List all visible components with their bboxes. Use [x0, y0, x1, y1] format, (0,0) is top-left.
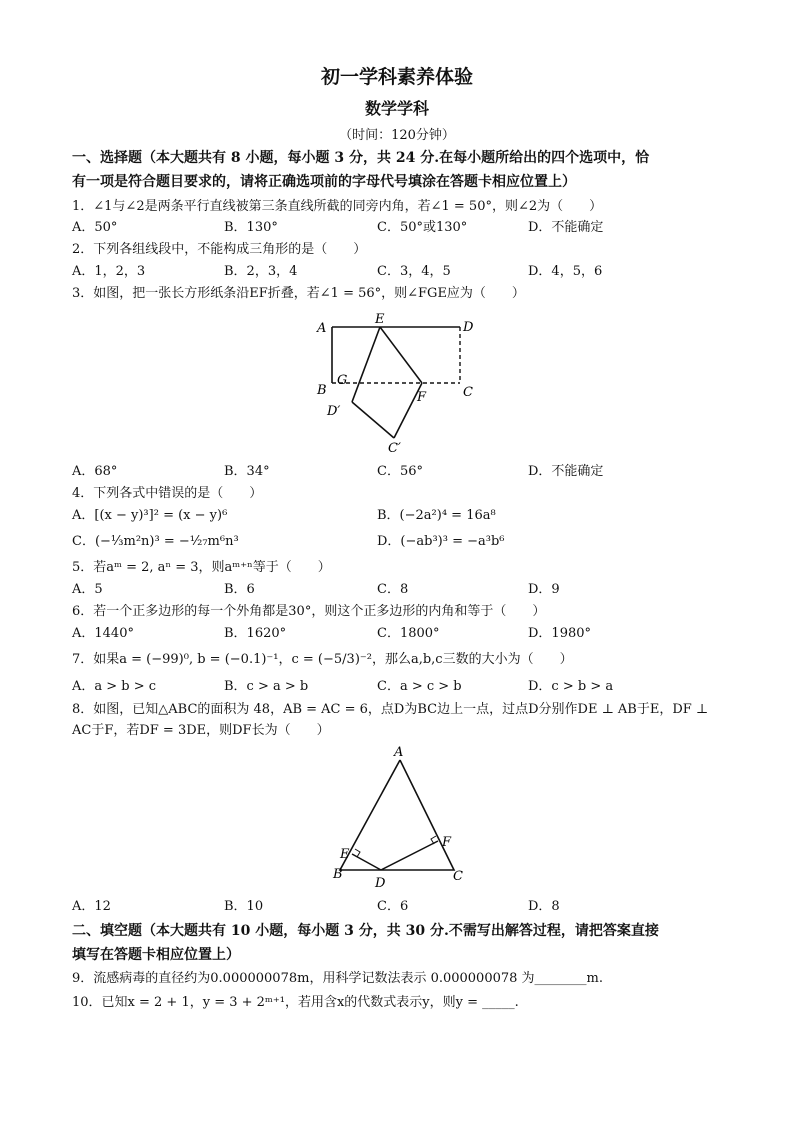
section2-heading-line2: 填写在答题卡相应位置上）: [72, 947, 240, 963]
question-5-option-c: C．8: [377, 582, 409, 597]
question-1-option-b: B．130°: [224, 220, 278, 235]
question-6-option-c: C．1800°: [377, 626, 440, 641]
question-3-option-a: A．68°: [72, 464, 118, 479]
question-2-option-c: C．3，4，5: [377, 264, 451, 279]
fill-question-10: 10．已知x = 2 + 1，y = 3 + 2ᵐ⁺¹，若用含x的代数式表示y，则y = _____.: [72, 995, 519, 1010]
question-1-option-c: C．50°或130°: [377, 220, 468, 235]
question-7-option-d: D．c > b > a: [528, 679, 614, 694]
fill-question-9: 9．流感病毒的直径约为0.000000078m，用科学记数法表示 0.000000078 为________m.: [72, 971, 604, 986]
question-7-option-b: B．c > a > b: [224, 679, 309, 694]
label-D-prime: D′: [327, 404, 341, 419]
question-5-option-a: A．5: [72, 582, 103, 597]
question-4-stem: 4．下列各式中错误的是（ ）: [72, 486, 263, 501]
question-8-option-a: A．12: [72, 899, 111, 914]
label-F: F: [442, 835, 452, 850]
folded-paper-figure: [310, 312, 490, 454]
question-6-stem: 6．若一个正多边形的每一个外角都是30°，则这个正多边形的内角和等于（ ）: [72, 604, 546, 619]
label-G: G: [337, 373, 348, 388]
label-B: B: [317, 383, 327, 398]
label-D: D: [463, 320, 474, 335]
question-7-stem: 7．如果a = (−99)⁰, b = (−0.1)⁻¹，c = (−5/3)⁻²，那么a,b,c三数的大小为（ ）: [72, 652, 573, 667]
question-4-option-b: B．(−2a²)⁴ = 16a⁸: [377, 508, 496, 523]
label-F: F: [417, 390, 427, 405]
label-A: A: [394, 746, 404, 760]
triangle-abc: [340, 760, 454, 870]
question-6-option-d: D．1980°: [528, 626, 592, 641]
question-8-stem-line1: 8．如图，已知△ABC的面积为 48，AB = AC = 6，点D为BC边上一点，过点D分别作DE ⊥ AB于E，DF ⊥: [72, 702, 709, 717]
section1-heading-line1: 一、选择题（本大题共有 8 小题，每小题 3 分，共 24 分.在每小题所给出的四个选项中，恰: [72, 150, 650, 166]
section1-heading-line2: 有一项是符合题目要求的，请将正确选项前的字母代号填涂在答题卡相应位置上）: [72, 174, 576, 190]
question-5-option-d: D．9: [528, 582, 560, 597]
label-C: C: [463, 385, 473, 400]
question-7-option-a: A．a > b > c: [72, 679, 157, 694]
question-4-option-a: A．[(x − y)³]² = (x − y)⁶: [72, 508, 228, 523]
question-3-option-b: B．34°: [224, 464, 270, 479]
question-5-stem: 5．若aᵐ = 2, aⁿ = 3，则aᵐ⁺ⁿ等于（ ）: [72, 560, 331, 575]
section2-heading-line1: 二、填空题（本大题共有 10 小题，每小题 3 分，共 30 分.不需写出解答过程，请把答案直接: [72, 923, 659, 939]
question-1-option-a: A．50°: [72, 220, 118, 235]
question-3-option-c: C．56°: [377, 464, 423, 479]
exam-time: （时间：120分钟）: [339, 128, 455, 143]
question-2-option-d: D．4，5，6: [528, 264, 603, 279]
question-6-option-a: A．1440°: [72, 626, 134, 641]
question-7-option-c: C．a > c > b: [377, 679, 462, 694]
triangle-abc-figure: [326, 746, 474, 892]
label-D: D: [375, 876, 386, 891]
segment-df: [381, 841, 438, 870]
question-1-option-d: D．不能确定: [528, 220, 604, 235]
question-8-stem-line2: AC于F，若DF = 3DE，则DF长为（ ）: [72, 723, 330, 738]
label-C-prime: C′: [388, 441, 401, 454]
fold-line-edprime: [352, 327, 380, 402]
question-4-option-c: C．(−⅓m²n)³ = −¹⁄₂₇m⁶n³: [72, 534, 239, 549]
label-E: E: [375, 312, 385, 327]
question-3-option-d: D．不能确定: [528, 464, 604, 479]
question-1-stem: 1．∠1与∠2是两条平行直线被第三条直线所截的同旁内角，若∠1 = 50°，则∠2为（ ）: [72, 199, 603, 214]
question-8-option-d: D．8: [528, 899, 560, 914]
label-C: C: [453, 869, 463, 884]
question-5-option-b: B．6: [224, 582, 255, 597]
question-8-option-b: B．10: [224, 899, 264, 914]
question-2-option-a: A．1，2，3: [72, 264, 146, 279]
page-title: 初一学科素养体验: [320, 66, 473, 88]
question-4-option-d: D．(−ab³)³ = −a³b⁶: [377, 534, 505, 549]
label-A: A: [317, 321, 327, 336]
label-E: E: [340, 847, 350, 862]
fold-line-ef: [380, 327, 422, 383]
page-subtitle: 数学学科: [364, 99, 429, 118]
question-2-option-b: B．2，3，4: [224, 264, 298, 279]
label-B: B: [333, 867, 343, 882]
segment-de: [352, 854, 381, 870]
question-2-stem: 2．下列各组线段中，不能构成三角形的是（ ）: [72, 242, 367, 257]
edge-dprime-cprime: [352, 402, 394, 438]
question-6-option-b: B．1620°: [224, 626, 287, 641]
question-8-option-c: C．6: [377, 899, 409, 914]
question-3-stem: 3．如图，把一张长方形纸条沿EF折叠，若∠1 = 56°，则∠FGE应为（ ）: [72, 286, 525, 301]
